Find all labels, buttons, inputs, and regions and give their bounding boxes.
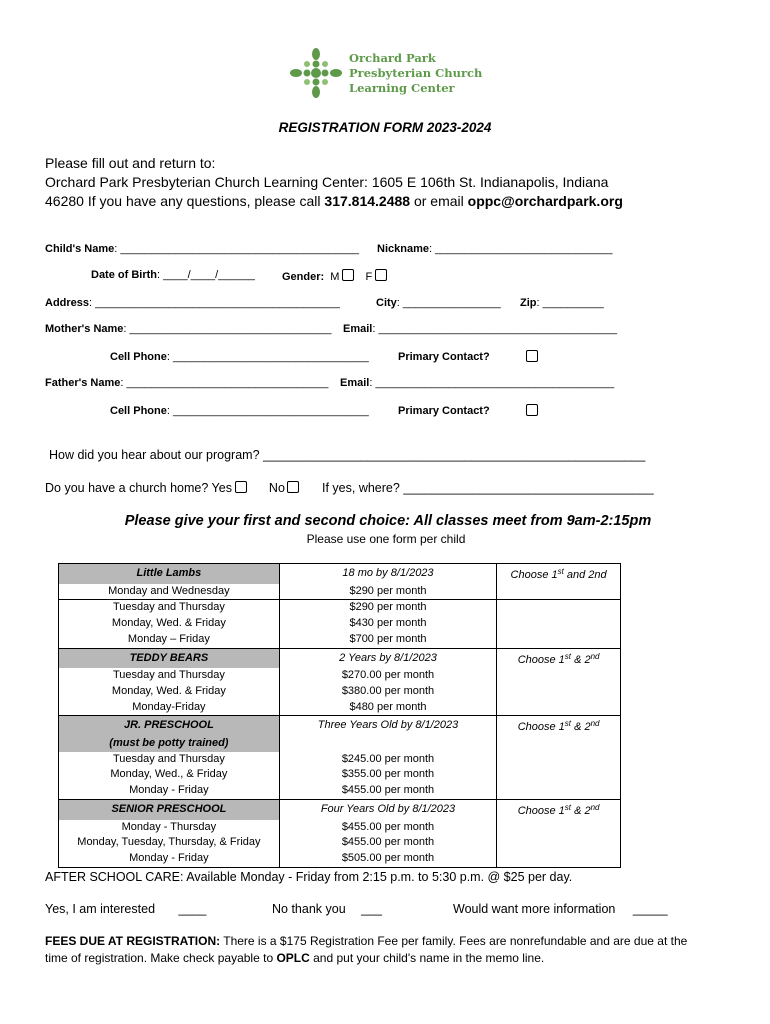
after-more-info-blank[interactable]: _____ — [632, 902, 668, 916]
church-where-blank[interactable]: ____________________________________ — [403, 481, 654, 495]
dob-blank[interactable]: ____/____/______ — [163, 269, 255, 281]
logo-line-2: Presbyterian Church — [349, 66, 483, 80]
choice-cell[interactable] — [497, 700, 621, 716]
choice-cell[interactable] — [497, 648, 621, 668]
mother-name-field[interactable]: Mother's Name: _________________________________ — [45, 323, 332, 335]
class-group-cell: Little Lambs — [59, 564, 280, 584]
form-title: REGISTRATION FORM 2023-2024 — [278, 120, 492, 135]
table-row — [59, 835, 621, 851]
choice-cell[interactable] — [497, 564, 621, 584]
choice-cell[interactable] — [497, 783, 621, 799]
fees-heading: FEES DUE AT REGISTRATION: — [45, 934, 221, 948]
intro-line-2: Orchard Park Presbyterian Church Learning Center: 1605 E 106th St. Indianapolis, Indiana — [45, 174, 609, 190]
table-row — [59, 752, 621, 768]
church-home-question — [45, 481, 299, 495]
price-cell: 2 Years by 8/1/2023 — [279, 648, 496, 668]
address-field[interactable]: Address: ________________________________________ — [45, 297, 340, 309]
father-email-field[interactable]: Email: _______________________________________ — [340, 377, 615, 389]
price-cell: $455.00 per month — [279, 783, 496, 799]
father-email-label: Email — [340, 377, 370, 389]
zip-field[interactable]: Zip: __________ — [520, 297, 604, 309]
hear-blank[interactable]: _______________________________________________________ — [263, 448, 646, 462]
choice-cell[interactable] — [497, 632, 621, 648]
price-cell: $290 per month — [279, 584, 496, 600]
table-row — [59, 668, 621, 684]
price-cell: $270.00 per month — [279, 668, 496, 684]
father-primary-contact — [398, 405, 490, 417]
after-interested-blank[interactable]: ____ — [178, 902, 207, 916]
table-row — [59, 564, 621, 584]
choice-tail: & 2 — [571, 721, 591, 734]
choice-cell[interactable] — [497, 851, 621, 867]
choice-text: Choose 1 — [517, 804, 565, 817]
choice-cell[interactable] — [497, 716, 621, 736]
father-primary-label: Primary Contact? — [398, 405, 490, 417]
gender-f-label: F — [365, 271, 373, 283]
church-where-label: If yes, where? — [322, 481, 400, 495]
logo-line-3: Learning Center — [349, 81, 455, 95]
choice-cell[interactable] — [497, 684, 621, 700]
church-yes-label: Yes — [211, 481, 232, 495]
father-email-blank[interactable]: _______________________________________ — [375, 377, 615, 389]
after-no-thanks-label: No thank you — [272, 902, 346, 916]
choice-cell[interactable] — [497, 616, 621, 632]
mother-cell-blank[interactable]: ________________________________ — [172, 351, 369, 363]
schedule-cell: Monday - Thursday — [59, 820, 280, 836]
choice-heading: Please give your first and second choice: All classes meet from 9am-2:15pm — [124, 513, 652, 529]
price-cell: $455.00 per month — [279, 835, 496, 851]
father-cell-blank[interactable]: ________________________________ — [172, 405, 369, 417]
schedule-cell: Monday, Wed. & Friday — [59, 684, 280, 700]
table-row — [59, 736, 621, 752]
address-label: Address — [45, 297, 90, 309]
fees-text-1: There is a $175 Registration Fee per family. Fees are nonrefundable and are due at the — [220, 934, 688, 948]
schedule-cell: Tuesday and Thursday — [59, 752, 280, 768]
price-cell: $455.00 per month — [279, 820, 496, 836]
choice-superscript-2: nd — [590, 802, 600, 812]
choice-superscript: st — [557, 567, 564, 576]
table-row — [59, 767, 621, 783]
after-interested-option[interactable] — [45, 902, 206, 916]
choice-superscript: st — [564, 719, 572, 729]
mother-primary-checkbox[interactable] — [526, 350, 538, 362]
choice-subheading: Please use one form per child — [306, 532, 466, 546]
mother-name-blank[interactable]: _________________________________ — [129, 323, 332, 335]
choice-cell[interactable] — [497, 736, 621, 752]
choice-superscript: st — [564, 651, 572, 661]
mother-email-label: Email — [343, 323, 373, 335]
schedule-cell: Monday-Friday — [59, 700, 280, 716]
price-cell: $505.00 per month — [279, 851, 496, 867]
mother-cell-field[interactable]: Cell Phone: ________________________________ — [110, 351, 369, 363]
table-row — [59, 716, 621, 736]
mother-email-field[interactable]: Email: _______________________________________ — [343, 323, 618, 335]
price-cell: Three Years Old by 8/1/2023 — [279, 716, 496, 736]
gender-label: Gender: — [282, 271, 325, 283]
after-interested-label: Yes, I am interested — [45, 902, 156, 916]
gender-m-checkbox[interactable] — [342, 269, 354, 281]
church-home-label: Do you have a church home? — [45, 481, 209, 495]
nickname-field[interactable]: Nickname: _____________________________ — [377, 243, 613, 255]
schedule-cell: Tuesday and Thursday — [59, 668, 280, 684]
child-name-field[interactable]: Child's Name: _______________________________________ — [45, 243, 359, 255]
gender-m-label: M — [330, 271, 340, 283]
choice-tail: & 2 — [571, 653, 591, 666]
intro-line-1: Please fill out and return to: — [45, 155, 216, 171]
church-yes-checkbox[interactable] — [235, 481, 247, 493]
price-cell: $430 per month — [279, 616, 496, 632]
logo-line-1: Orchard Park — [349, 51, 436, 65]
fees-text-2a: time of registration. Make check payable to — [45, 951, 277, 965]
hear-question[interactable] — [49, 448, 645, 462]
table-row — [59, 700, 621, 716]
choice-cell[interactable] — [497, 820, 621, 836]
child-name-label: Child's Name — [45, 243, 115, 255]
father-name-label: Father's Name — [45, 377, 121, 389]
after-school-text: AFTER SCHOOL CARE: Available Monday - Friday from 2:15 p.m. to 5:30 p.m. @ $25 per day. — [45, 870, 573, 884]
child-name-blank[interactable]: _______________________________________ — [120, 243, 359, 255]
table-row — [59, 820, 621, 836]
choice-cell[interactable] — [497, 799, 621, 819]
intro-line-3-prefix: 46280 If you have any questions, please call — [45, 193, 325, 209]
choice-tail: & 2 — [571, 804, 591, 817]
schedule-cell: Monday and Wednesday — [59, 584, 280, 600]
price-cell: $245.00 per month — [279, 752, 496, 768]
price-cell: $480 per month — [279, 700, 496, 716]
schedule-cell: Monday - Friday — [59, 783, 280, 799]
address-blank[interactable]: ________________________________________ — [95, 297, 340, 309]
choice-superscript-2: nd — [590, 651, 600, 661]
choice-cell[interactable] — [497, 668, 621, 684]
table-row — [59, 600, 621, 616]
price-cell: $355.00 per month — [279, 767, 496, 783]
nickname-blank[interactable]: _____________________________ — [435, 243, 613, 255]
father-primary-checkbox[interactable] — [526, 404, 538, 416]
class-group-cell: (must be potty trained) — [59, 736, 280, 752]
price-cell: 18 mo by 8/1/2023 — [279, 564, 496, 584]
logo — [288, 46, 483, 100]
mother-cell-label: Cell Phone — [110, 351, 167, 363]
choice-text: Choose 1 — [517, 653, 565, 666]
choice-text: Choose 1 — [510, 569, 558, 581]
choice-cell[interactable] — [497, 600, 621, 616]
mother-primary-contact — [398, 351, 490, 363]
class-group-cell: JR. PRESCHOOL — [59, 716, 280, 736]
choice-superscript-2: nd — [590, 719, 600, 729]
father-cell-label: Cell Phone — [110, 405, 167, 417]
city-label: City — [376, 297, 397, 309]
choice-text: Choose 1 — [517, 721, 565, 734]
schedule-cell: Monday, Wed. & Friday — [59, 616, 280, 632]
zip-label: Zip — [520, 297, 537, 309]
choice-cell[interactable] — [497, 835, 621, 851]
class-group-cell: SENIOR PRESCHOOL — [59, 799, 280, 819]
mother-email-blank[interactable]: _______________________________________ — [378, 323, 618, 335]
father-name-blank[interactable]: _________________________________ — [126, 377, 329, 389]
dob-label: Date of Birth — [91, 269, 157, 281]
after-no-thanks-option[interactable] — [272, 902, 382, 916]
after-more-info-label: Would want more information — [453, 902, 616, 916]
father-name-field[interactable]: Father's Name: _________________________________ — [45, 377, 329, 389]
schedule-cell: Monday - Friday — [59, 851, 280, 867]
price-cell: $700 per month — [279, 632, 496, 648]
after-more-info-option[interactable] — [453, 902, 668, 916]
table-row — [59, 616, 621, 632]
fees-line-2 — [45, 951, 544, 965]
schedule-cell: Monday, Tuesday, Thursday, & Friday — [59, 835, 280, 851]
contact-email: oppc@orchardpark.org — [467, 193, 623, 209]
church-no-label: No — [268, 481, 285, 495]
choice-cell[interactable] — [497, 584, 621, 600]
city-field[interactable]: City: ________________ — [376, 297, 501, 309]
schedule-cell: Monday – Friday — [59, 632, 280, 648]
mother-primary-label: Primary Contact? — [398, 351, 490, 363]
schedule-cell: Tuesday and Thursday — [59, 600, 280, 616]
mother-name-label: Mother's Name — [45, 323, 124, 335]
intro-line-3-mid: or email — [410, 193, 468, 209]
hear-label: How did you hear about our program? — [49, 448, 260, 462]
price-cell: $290 per month — [279, 600, 496, 616]
table-row — [59, 584, 621, 600]
price-cell — [279, 736, 496, 752]
price-cell: $380.00 per month — [279, 684, 496, 700]
church-where-field[interactable] — [322, 481, 654, 495]
table-row — [59, 648, 621, 668]
table-row — [59, 851, 621, 867]
intro-line-3 — [45, 193, 623, 209]
table-row — [59, 684, 621, 700]
schedule-cell: Monday, Wed., & Friday — [59, 767, 280, 783]
class-options-table — [58, 563, 621, 868]
after-no-thanks-blank[interactable]: ___ — [361, 902, 383, 916]
table-row — [59, 783, 621, 799]
church-no-checkbox[interactable] — [287, 481, 299, 493]
choice-superscript: st — [564, 802, 572, 812]
class-group-cell: TEDDY BEARS — [59, 648, 280, 668]
choice-tail: and 2nd — [563, 569, 607, 581]
father-cell-field[interactable]: Cell Phone: ________________________________ — [110, 405, 369, 417]
city-blank[interactable]: ________________ — [402, 297, 501, 309]
zip-blank[interactable]: __________ — [542, 297, 604, 309]
price-cell: Four Years Old by 8/1/2023 — [279, 799, 496, 819]
fees-line-1 — [45, 934, 687, 948]
table-row — [59, 799, 621, 819]
nickname-label: Nickname — [377, 243, 429, 255]
gender-field — [282, 269, 387, 283]
choice-cell[interactable] — [497, 767, 621, 783]
payee-name: OPLC — [276, 951, 310, 965]
fees-text-2b: and put your child's name in the memo line. — [309, 951, 545, 965]
contact-phone: 317.814.2488 — [324, 193, 411, 209]
dob-field[interactable]: Date of Birth: ____/____/______ — [91, 269, 255, 281]
choice-cell[interactable] — [497, 752, 621, 768]
gender-f-checkbox[interactable] — [375, 269, 387, 281]
table-row — [59, 632, 621, 648]
cross-leaf-icon — [288, 46, 344, 100]
